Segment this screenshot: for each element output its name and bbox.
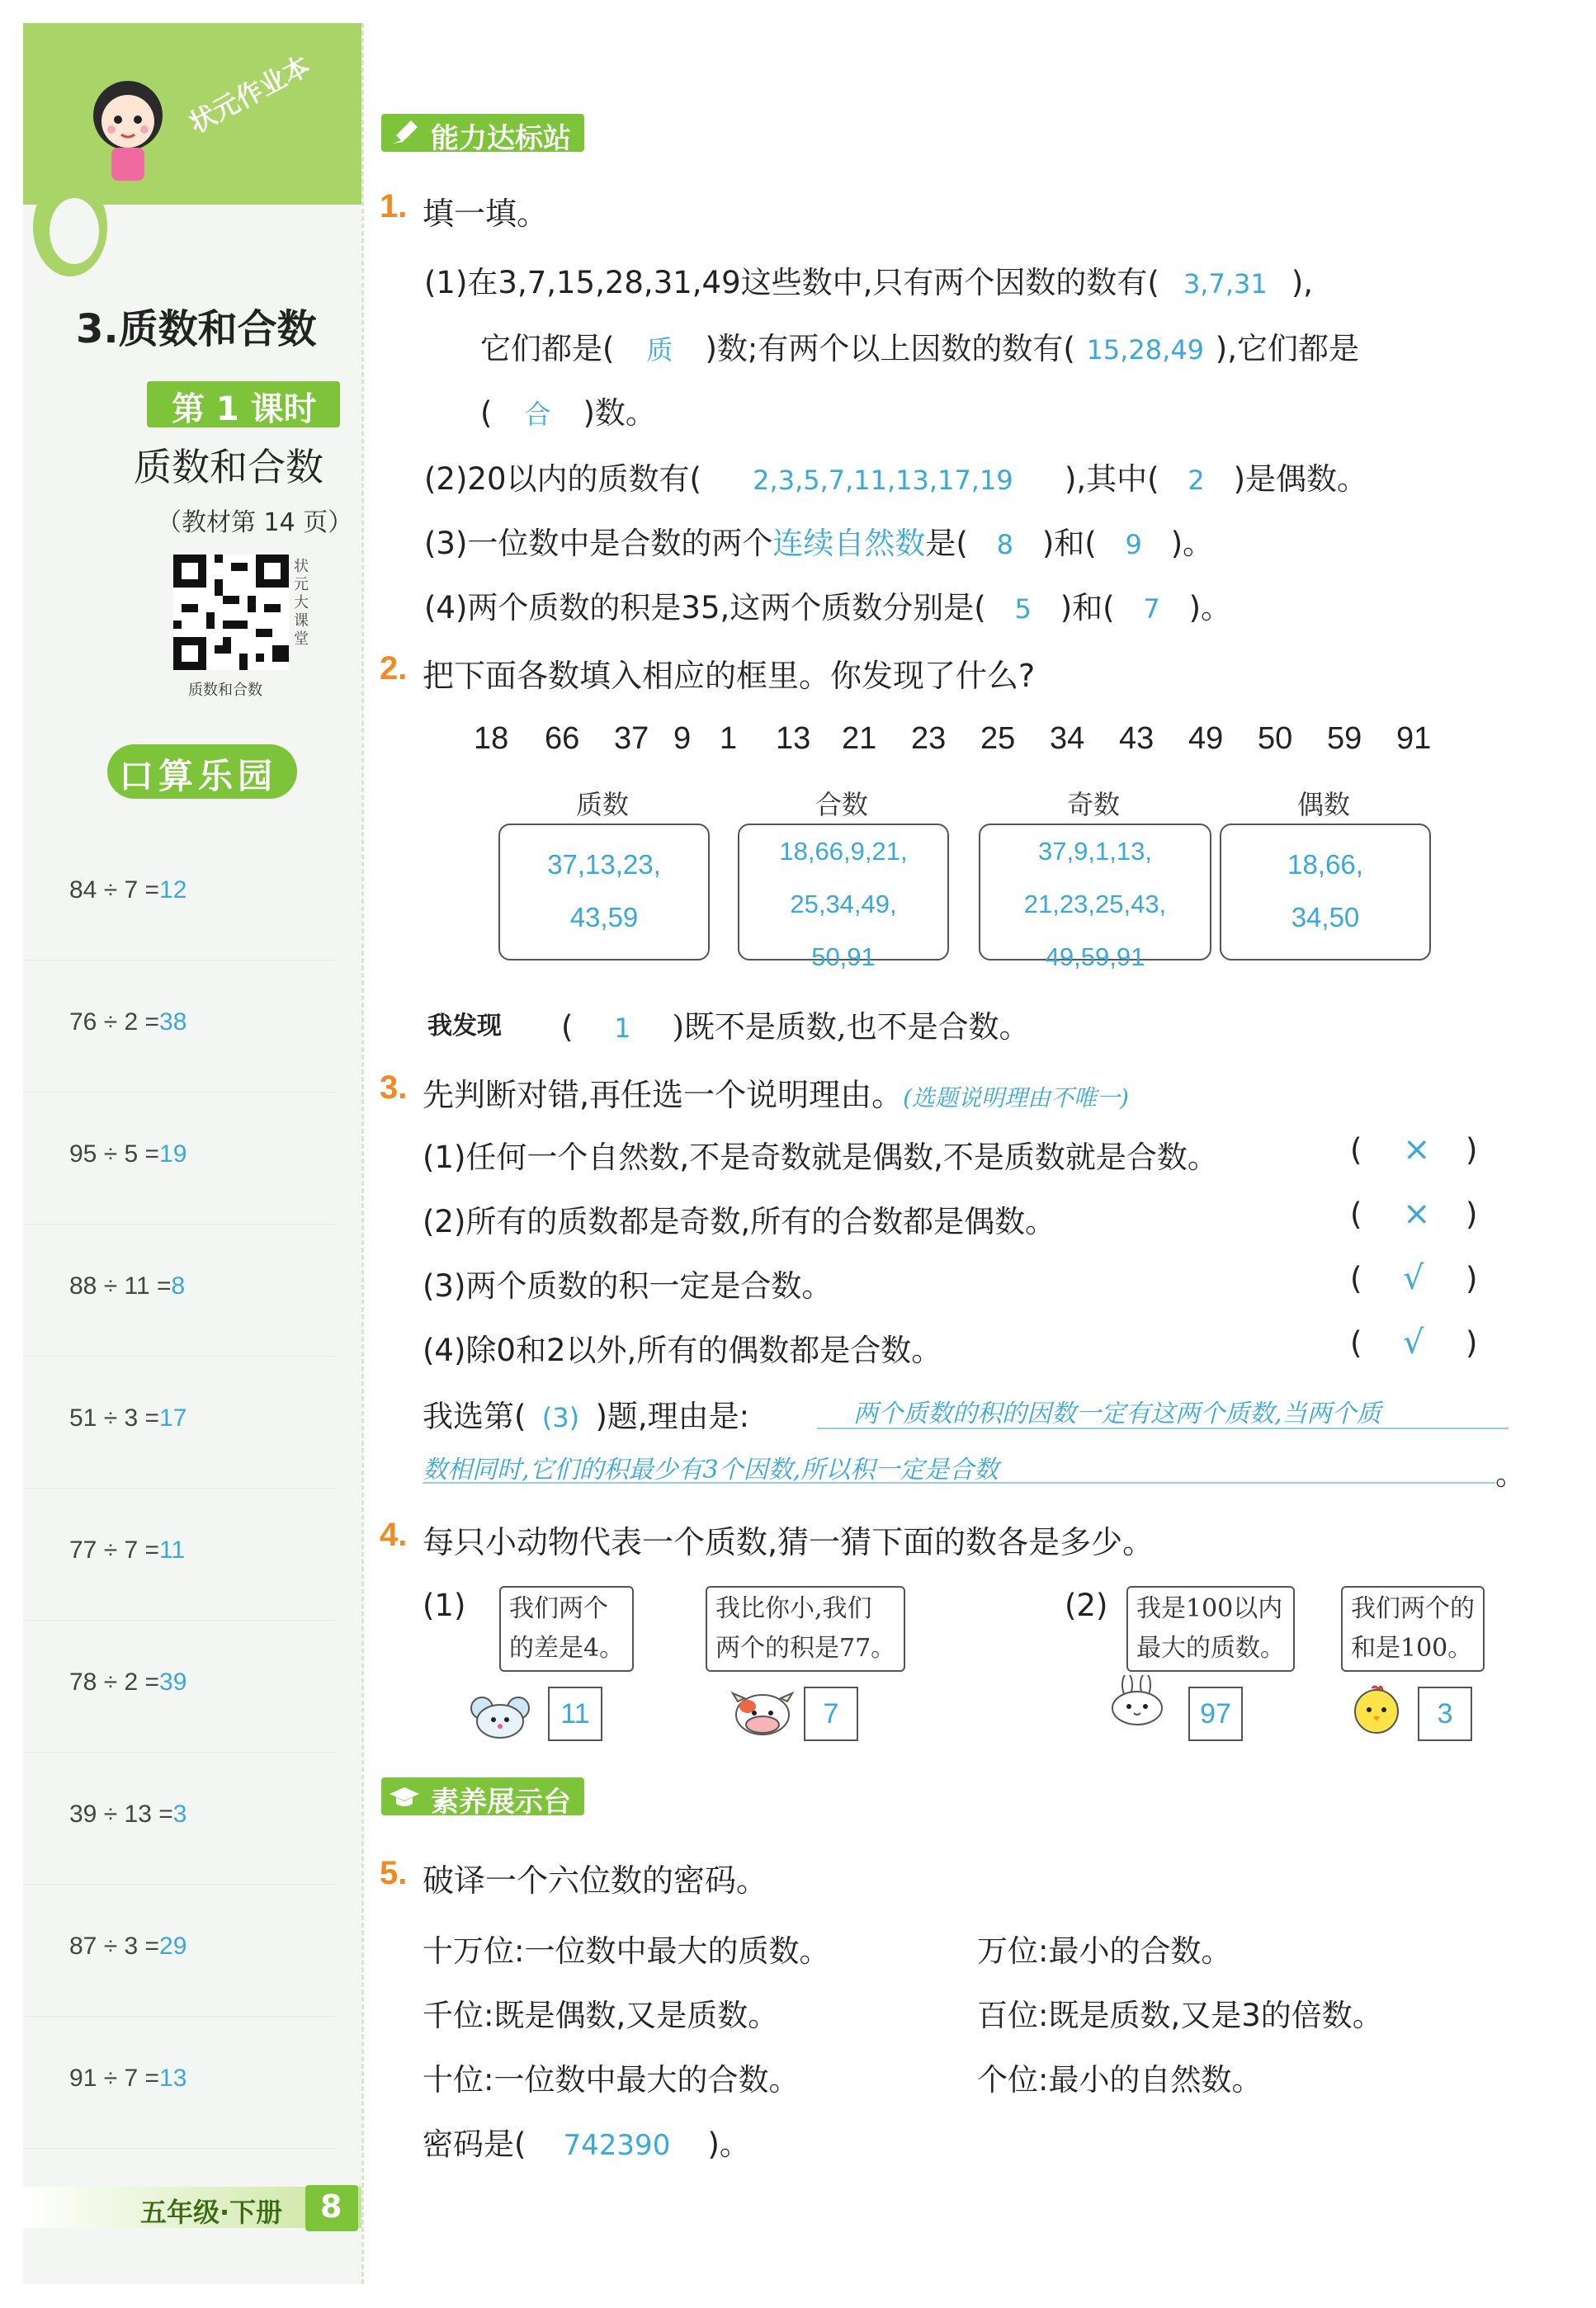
q3-reason-line1: 两个质数的积的因数一定有这两个质数,当两个质 <box>853 1399 1381 1428</box>
q3-reason-line2: 数相同时,它们的积最少有3个因数,所以积一定是合数 <box>423 1456 999 1484</box>
arithmetic-expr: 87 ÷ 3 = <box>69 1933 160 1960</box>
q2-number-item: 66 <box>545 721 580 756</box>
q3-paren-close: ) <box>1466 1196 1478 1232</box>
q2-discover-line: ( 1 )既不是质数,也不是合数。 <box>561 1009 1030 1045</box>
q4-answer-box-1: 11 <box>548 1687 602 1741</box>
q2-box-line: 43,59 <box>569 902 639 932</box>
q4-part1-label: (1) <box>423 1588 466 1623</box>
q3-paren-close: ) <box>1466 1261 1478 1296</box>
q5-number: 5. <box>380 1855 408 1891</box>
q5-clue-left-2: 千位:既是偶数,又是质数。 <box>423 1998 779 2033</box>
q3-reason-underline1 <box>817 1428 1509 1429</box>
q1-part1-line2: 它们都是( 质 )数;有两个以上因数的数有( 15,28,49 ),它们都是 <box>480 331 1359 366</box>
arithmetic-expr: 39 ÷ 13 = <box>69 1801 173 1828</box>
arithmetic-expression <box>69 1404 187 1432</box>
arithmetic-expression <box>69 1008 187 1036</box>
q2-box-line: 34,50 <box>1291 902 1360 932</box>
arithmetic-answer: 11 <box>159 1536 186 1564</box>
section-banner-literacy-text: 素养展示台 <box>431 1786 571 1819</box>
qr-code-icon[interactable] <box>173 555 289 670</box>
q5-clue-right-2: 百位:既是质数,又是3的倍数。 <box>977 1998 1383 2033</box>
mascot-girl-icon <box>78 70 177 186</box>
q4-bubble-1: 我们两个 的差是4。 <box>499 1586 634 1672</box>
q3-paren-open: ( <box>1350 1325 1362 1361</box>
q2-number-item: 13 <box>776 721 811 756</box>
q2-box-line: 25,34,49, <box>790 890 897 918</box>
q3-paren-close: ) <box>1466 1325 1478 1361</box>
arithmetic-answer: 17 <box>159 1404 187 1432</box>
q5-clue-left-3: 十位:一位数中最大的合数。 <box>423 2062 800 2098</box>
q1-part3: (3)一位数中是合数的两个连续自然数是( 8 )和( 9 )。 <box>424 526 1214 561</box>
q5-title: 破译一个六位数的密码。 <box>423 1862 768 1899</box>
q5-code-line: 密码是( 742390 )。 <box>423 2126 750 2162</box>
q2-box-line: 37,9,1,13, <box>1038 837 1152 866</box>
arithmetic-expression <box>69 876 187 904</box>
arithmetic-expression <box>69 1801 187 1829</box>
q1-number: 1. <box>380 188 408 224</box>
arithmetic-answer: 38 <box>159 1008 187 1036</box>
q4-answer-box-4: 3 <box>1418 1687 1472 1741</box>
q3-paren-open: ( <box>1350 1261 1362 1296</box>
q5-clue-right-3: 个位:最小的自然数。 <box>977 2062 1263 2098</box>
footer-grade-text: 五年级·下册 <box>140 2197 283 2228</box>
q2-discover-answer: 1 <box>614 1012 631 1044</box>
textbook-reference: （教材第 14 页） <box>157 508 353 537</box>
q3-mark: × <box>1403 1195 1431 1233</box>
q1-part1-answer1: 3,7,31 <box>1183 268 1268 300</box>
q2-box-line: 18,66,9,21, <box>779 837 908 866</box>
arithmetic-expr: 84 ÷ 7 = <box>69 876 160 904</box>
q4-title: 每只小动物代表一个质数,猜一猜下面的数各是多少。 <box>423 1524 1155 1560</box>
arithmetic-expression <box>69 1668 187 1697</box>
pencil-icon <box>388 117 421 149</box>
lesson-badge-text: 第 1 课时 <box>172 390 317 428</box>
q4-bubble-3: 我是100以内 最大的质数。 <box>1126 1586 1295 1672</box>
arithmetic-expression <box>69 2065 187 2093</box>
q2-discover-label: 我发现 <box>427 1012 502 1041</box>
q5-clue-left-1: 十万位:一位数中最大的质数。 <box>423 1933 830 1969</box>
q2-number-item: 50 <box>1258 721 1293 756</box>
q3-note: (选题说明理由不唯一) <box>903 1084 1129 1112</box>
q3-mark: √ <box>1403 1259 1424 1297</box>
section-banner-ability-text: 能力达标站 <box>431 122 571 155</box>
section-banner-literacy <box>381 1777 584 1819</box>
q1-part2-answer1: 2,3,5,7,11,13,17,19 <box>753 465 1013 496</box>
q2-number-item: 49 <box>1188 721 1224 756</box>
chick-icon <box>1343 1683 1409 1735</box>
q3-mark: × <box>1403 1130 1431 1168</box>
q3-title: 先判断对错,再任选一个说明理由。(选题说明理由不唯一) <box>423 1077 1129 1113</box>
arithmetic-expression <box>69 1272 185 1300</box>
q1-part4-answer1: 5 <box>1014 593 1032 625</box>
q4-number: 4. <box>380 1517 408 1553</box>
q2-number-item: 21 <box>842 721 877 756</box>
q1-part1-line3: ( 合 )数。 <box>480 395 656 431</box>
q3-reason-underline2 <box>423 1482 1495 1484</box>
q2-box-line: 37,13,23, <box>547 849 661 880</box>
q1-part1-answer2: 质 <box>646 334 673 366</box>
q3-paren-close: ) <box>1466 1132 1478 1168</box>
q1-part3-highlight: 连续自然数 <box>772 526 926 561</box>
q2-number-item: 18 <box>474 721 509 756</box>
qr-side-text: 状元大课堂 <box>294 558 309 648</box>
q4-answer-box-3: 97 <box>1188 1687 1243 1741</box>
section-banner-ability <box>381 114 584 155</box>
q3-statement: (3)两个质数的积一定是合数。 <box>423 1268 833 1304</box>
arithmetic-answer: 12 <box>159 876 187 904</box>
arithmetic-expr: 77 ÷ 7 = <box>69 1536 160 1564</box>
graduation-cap-icon <box>388 1781 421 1812</box>
q5-clue-right-1: 万位:最小的合数。 <box>977 1933 1232 1969</box>
q2-number-item: 59 <box>1327 721 1362 756</box>
q3-reason-end: 。 <box>1495 1456 1526 1492</box>
q3-paren-open: ( <box>1350 1196 1362 1232</box>
q5-code-answer: 742390 <box>563 2129 671 2162</box>
q2-box-line: 50,91 <box>811 942 876 971</box>
q3-number: 3. <box>380 1069 408 1106</box>
arithmetic-expression <box>69 1140 187 1168</box>
sidebar-divider <box>361 23 364 2284</box>
arithmetic-expr: 78 ÷ 2 = <box>69 1668 160 1696</box>
q1-title: 填一填。 <box>423 196 549 232</box>
q2-box-title: 奇数 <box>1067 789 1121 820</box>
q1-part3-answer1: 8 <box>996 529 1014 560</box>
q2-box-line: 49,59,91 <box>1045 942 1145 971</box>
q2-box-title: 合数 <box>815 789 869 820</box>
q2-number-item: 91 <box>1396 721 1432 756</box>
q2-box-title: 质数 <box>576 789 630 820</box>
q3-choose-answer: (3) <box>541 1402 580 1433</box>
q4-part2-label: (2) <box>1065 1588 1108 1623</box>
arithmetic-expr: 51 ÷ 3 = <box>69 1404 160 1432</box>
q3-mark: √ <box>1403 1324 1424 1362</box>
arithmetic-expr: 95 ÷ 5 = <box>69 1140 160 1168</box>
arithmetic-answer: 8 <box>171 1272 186 1300</box>
q1-part2-answer2: 2 <box>1188 465 1205 496</box>
q3-choose-line: 我选第( (3) )题,理由是: <box>423 1399 750 1434</box>
q2-box-line: 18,66, <box>1287 849 1363 880</box>
mouse-icon <box>469 1690 535 1741</box>
arithmetic-expr: 91 ÷ 7 = <box>69 2065 160 2092</box>
rabbit-icon <box>1104 1675 1170 1726</box>
q1-part4-answer2: 7 <box>1143 593 1160 625</box>
q1-part2: (2)20以内的质数有( 2,3,5,7,11,13,17,19 ),其中( 2 )是偶数。 <box>424 461 1368 497</box>
brand-logo-text: 状元作业本 <box>183 50 315 139</box>
arithmetic-expr: 76 ÷ 2 = <box>69 1008 160 1036</box>
arithmetic-answer: 19 <box>159 1140 187 1168</box>
q2-box-title: 偶数 <box>1297 789 1351 820</box>
q1-part4: (4)两个质数的积是35,这两个质数分别是( 5 )和( 7 )。 <box>424 590 1231 625</box>
q2-box-line: 21,23,25,43, <box>1023 890 1167 918</box>
q4-bubble-2: 我比你小,我们 两个的积是77。 <box>706 1586 905 1672</box>
page-number: 8 <box>320 2188 342 2225</box>
q2-title: 把下面各数填入相应的框里。你发现了什么? <box>423 658 1036 694</box>
q2-number-item: 23 <box>911 721 947 756</box>
q1-part1-answer4: 合 <box>524 399 551 430</box>
q1-part1-line1: (1)在3,7,15,28,31,49这些数中,只有两个因数的数有( 3,7,31 ), <box>424 265 1314 300</box>
q1-part3-answer2: 9 <box>1125 529 1142 560</box>
cow-icon <box>730 1688 796 1739</box>
q2-number-item: 9 <box>673 721 692 756</box>
q2-number-item: 34 <box>1050 721 1085 756</box>
chapter-title: 3.质数和合数 <box>76 306 317 352</box>
q4-answer-box-2: 7 <box>804 1687 858 1741</box>
lesson-title: 质数和合数 <box>134 445 323 489</box>
mental-arithmetic-title: 口算乐园 <box>119 756 278 796</box>
arithmetic-answer: 29 <box>159 1933 187 1960</box>
q2-number-item: 37 <box>614 721 649 756</box>
q1-part1-answer3: 15,28,49 <box>1086 334 1205 366</box>
q3-paren-open: ( <box>1350 1132 1362 1168</box>
arithmetic-answer: 13 <box>159 2065 187 2092</box>
arithmetic-expression <box>69 1536 185 1565</box>
arithmetic-expression <box>69 1933 187 1961</box>
arithmetic-answer: 3 <box>172 1801 187 1828</box>
q4-bubble-4: 我们两个的 和是100。 <box>1341 1586 1485 1672</box>
q3-statement: (2)所有的质数都是奇数,所有的合数都是偶数。 <box>423 1204 1056 1239</box>
arithmetic-expr: 88 ÷ 11 = <box>69 1272 172 1300</box>
sidebar-curl-inner <box>50 198 99 264</box>
q2-number-item: 43 <box>1119 721 1155 756</box>
q3-statement: (1)任何一个自然数,不是奇数就是偶数,不是质数就是合数。 <box>423 1140 1218 1175</box>
q2-number: 2. <box>380 650 408 687</box>
q2-number-item: 1 <box>720 721 738 756</box>
q3-statement: (4)除0和2以外,所有的偶数都是合数。 <box>423 1333 942 1368</box>
qr-caption: 质数和合数 <box>188 682 262 699</box>
arithmetic-answer: 39 <box>159 1668 187 1696</box>
q2-number-item: 25 <box>980 721 1016 756</box>
